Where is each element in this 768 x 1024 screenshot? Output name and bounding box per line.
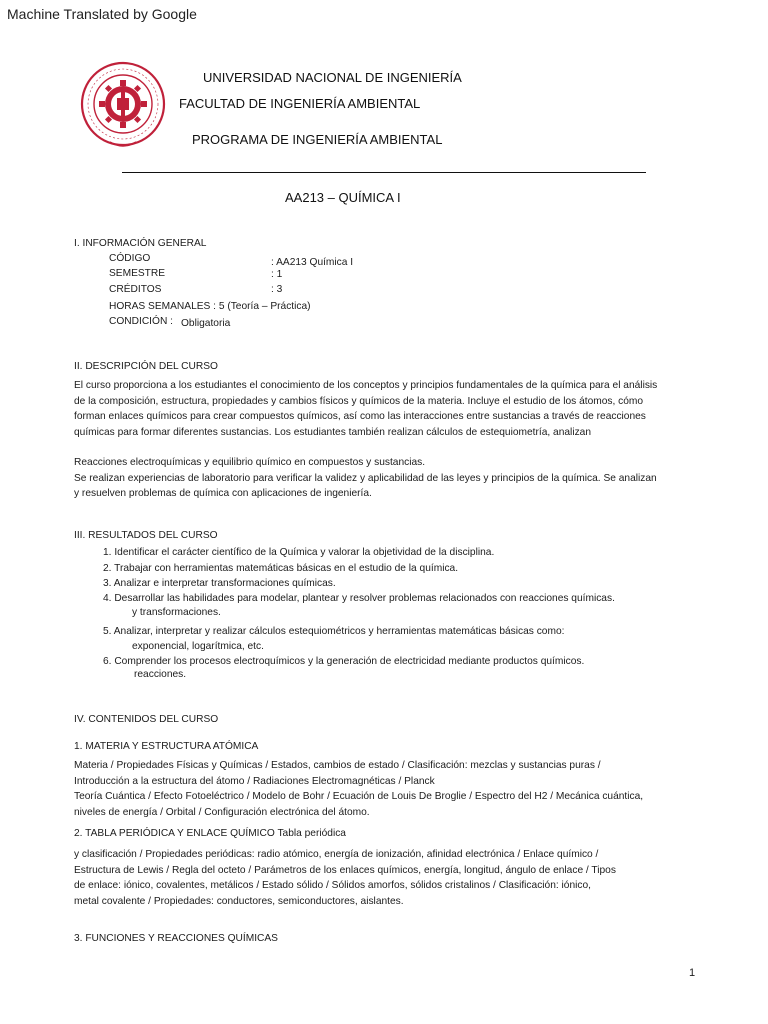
page-number: 1 — [689, 967, 696, 979]
program-name: PROGRAMA DE INGENIERÍA AMBIENTAL — [192, 132, 443, 147]
text-line: Se realizan experiencias de laboratorio para verificar la validez y aplicabilidad de las leyes y principios de la química. Se analizan — [74, 472, 657, 484]
unit-1-body — [74, 758, 714, 820]
condition-value: Obligatoria — [181, 318, 231, 329]
text-line: Introducción a la estructura del átomo / Radiaciones Electromagnéticas / Planck — [74, 775, 435, 787]
result-item-continuation: exponencial, logarítmica, etc. — [132, 641, 264, 652]
description-paragraph-2 — [74, 455, 714, 502]
machine-translation-banner: Machine Translated by Google — [7, 6, 197, 22]
university-name: UNIVERSIDAD NACIONAL DE INGENIERÍA — [203, 70, 462, 85]
semester-label: SEMESTRE — [109, 268, 166, 279]
description-heading: II. DESCRIPCIÓN DEL CURSO — [74, 361, 218, 372]
university-seal-logo — [80, 58, 166, 158]
header-divider — [122, 172, 646, 173]
text-line: de enlace: iónico, covalentes, metálicos / Estado sólido / Sólidos amorfos, sólidos cristalinos / Clasificación: iónico, — [74, 880, 591, 891]
semester-value: : 1 — [271, 269, 283, 280]
credits-label: CRÉDITOS — [109, 284, 162, 295]
result-item: 3. Analizar e interpretar transformaciones químicas. — [103, 578, 336, 589]
text-line: niveles de energía / Orbital / Configuración electrónica del átomo. — [74, 806, 370, 818]
text-line: forman enlaces químicos para crear compuestos químicos, así como las interacciones entre sustancias a través de reacciones — [74, 411, 646, 422]
text-line: metal covalente / Propiedades: conductores, semiconductores, aislantes. — [74, 895, 404, 907]
text-line: de la composición, estructura, propiedades y cambios físicos y químicos de la materia. Incluye el estudio de los átomos, cómo — [74, 395, 644, 407]
general-info-heading: I. INFORMACIÓN GENERAL — [74, 238, 207, 249]
result-item: 2. Trabajar con herramientas matemáticas básicas en el estudio de la química. — [103, 563, 459, 574]
code-value: : AA213 Química I — [271, 257, 354, 268]
result-item: 5. Analizar, interpretar y realizar cálculos estequiométricos y herramientas matemáticas básicas como: — [103, 626, 565, 637]
text-line: Reacciones electroquímicas y equilibrio químico en compuestos y sustancias. — [74, 457, 426, 468]
weekly-hours: HORAS SEMANALES : 5 (Teoría – Práctica) — [109, 301, 311, 312]
text-line: Teoría Cuántica / Efecto Fotoeléctrico / Modelo de Bohr / Ecuación de Louis De Broglie / Espectro del H2 / Mecánica cuántica, — [74, 791, 644, 802]
result-item: 1. Identificar el carácter científico de la Química y valorar la objetividad de la disciplina. — [103, 547, 495, 558]
unit-1-title: 1. MATERIA Y ESTRUCTURA ATÓMICA — [74, 741, 259, 752]
text-line: El curso proporciona a los estudiantes el conocimiento de los conceptos y principios fundamentales de la química para el análisis — [74, 380, 658, 391]
description-paragraph-1 — [74, 378, 714, 440]
code-label: CÓDIGO — [109, 253, 151, 264]
faculty-name: FACULTAD DE INGENIERÍA AMBIENTAL — [179, 96, 421, 111]
condition-label: CONDICIÓN : — [109, 316, 173, 327]
contents-heading: IV. CONTENIDOS DEL CURSO — [74, 714, 219, 725]
course-title: AA213 – QUÍMICA I — [285, 190, 401, 205]
result-item-continuation: reacciones. — [134, 669, 187, 680]
text-line: y clasificación / Propiedades periódicas: radio atómico, energía de ionización, afinidad electrónica / Enlace químico / — [74, 849, 599, 860]
results-heading: III. RESULTADOS DEL CURSO — [74, 530, 218, 541]
text-line: Estructura de Lewis / Regla del octeto / Parámetros de los enlaces químicos, energía, longitud, ángulo de enlace / Tipos — [74, 864, 616, 876]
text-line: y resuelven problemas de química con aplicaciones de ingeniería. — [74, 488, 372, 499]
credits-value: : 3 — [271, 284, 283, 295]
unit-2-title: 2. TABLA PERIÓDICA Y ENLACE QUÍMICO Tabla periódica — [74, 828, 346, 839]
result-item: 4. Desarrollar las habilidades para modelar, plantear y resolver problemas relacionados con reacciones químicas. — [103, 593, 615, 604]
text-line: químicas para formar diferentes sustancias. Los estudiantes también realizan cálculos de estequiometría, analizan — [74, 426, 592, 438]
result-item-continuation: y transformaciones. — [132, 607, 221, 618]
result-item: 6. Comprender los procesos electroquímicos y la generación de electricidad mediante productos químicos. — [103, 656, 585, 667]
unit-3-title: 3. FUNCIONES Y REACCIONES QUÍMICAS — [74, 933, 278, 944]
unit-2-body — [74, 847, 714, 909]
text-line: Materia / Propiedades Físicas y Químicas / Estados, cambios de estado / Clasificación: mezclas y sustancias puras / — [74, 760, 601, 771]
